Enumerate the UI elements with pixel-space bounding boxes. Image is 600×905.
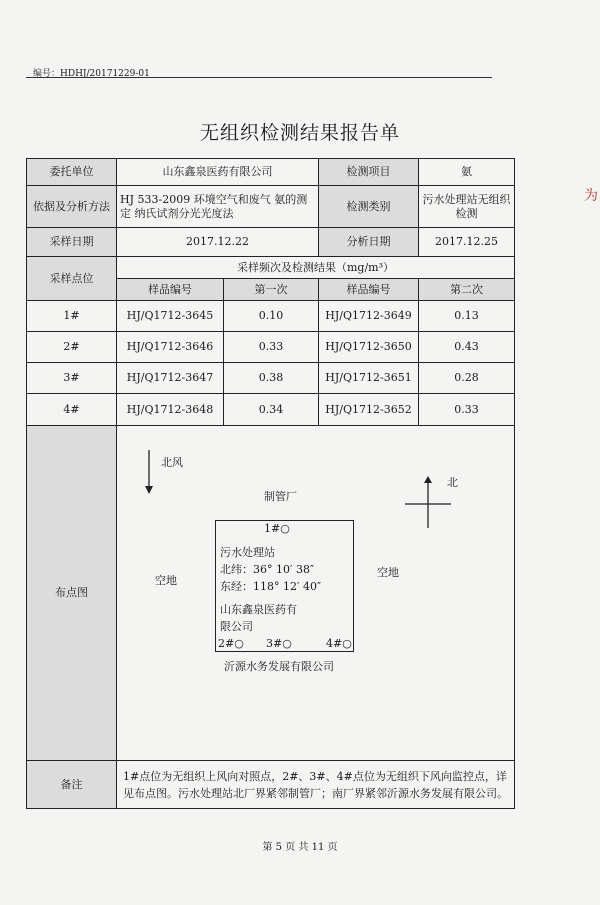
analysis-date-value: 2017.12.25 (419, 228, 515, 257)
item-value: 氨 (419, 159, 515, 186)
value-cell: 0.34 (224, 394, 319, 426)
north-label: 北 (447, 476, 458, 489)
date-row (27, 228, 515, 257)
table-row (27, 394, 515, 426)
remark-text: 1#点位为无组织上风向对照点，2#、3#、4#点位为无组织下风向监控点，详见布点图。污水处理站北厂界紧邻制管厂；南厂界紧邻沂源水务发展有限公司。 (117, 761, 515, 809)
bottom-neighbor: 沂源水务发展有限公司 (224, 660, 334, 673)
item-label: 检测项目 (319, 159, 419, 186)
sample-id-cell: HJ/Q1712-3649 (319, 301, 419, 332)
category-label: 检测类别 (319, 186, 419, 228)
point-2-marker: 2#○ (218, 637, 244, 650)
sample-id-cell: HJ/Q1712-3648 (117, 394, 224, 426)
value-cell: 0.10 (224, 301, 319, 332)
wind-label: 北风 (161, 456, 183, 469)
freq-label: 采样频次及检测结果（mg/m³） (117, 257, 515, 279)
point-4-marker: 4#○ (326, 637, 352, 650)
north-arrow-icon (403, 476, 453, 528)
sample-id-cell: HJ/Q1712-3645 (117, 301, 224, 332)
red-stamp-fragment: 为 (584, 188, 598, 204)
sample-id-cell: HJ/Q1712-3650 (319, 332, 419, 363)
sample-id-cell: HJ/Q1712-3646 (117, 332, 224, 363)
station-label: 污水处理站 (220, 546, 275, 559)
sampling-date-value: 2017.12.22 (117, 228, 319, 257)
client-row (27, 159, 515, 186)
point-1-marker: 1#○ (264, 522, 290, 535)
point-cell: 4# (27, 394, 117, 426)
point-cell: 2# (27, 332, 117, 363)
company-label-line2: 限公司 (220, 620, 253, 633)
results-header-row (27, 257, 515, 279)
remark-row (27, 761, 515, 809)
value-cell: 0.43 (419, 332, 515, 363)
remark-label: 备注 (27, 761, 117, 809)
layout-row (27, 426, 515, 761)
value-cell: 0.28 (419, 363, 515, 394)
left-neighbor: 空地 (155, 574, 177, 587)
analysis-date-label: 分析日期 (319, 228, 419, 257)
method-row (27, 186, 515, 228)
right-neighbor: 空地 (377, 566, 399, 579)
point-label: 采样点位 (27, 257, 117, 301)
sample-id-cell: HJ/Q1712-3647 (117, 363, 224, 394)
table-row (27, 301, 515, 332)
report-table (26, 158, 515, 809)
client-label: 委托单位 (27, 159, 117, 186)
sample-id-cell: HJ/Q1712-3652 (319, 394, 419, 426)
value-cell: 0.33 (419, 394, 515, 426)
page-number: 第 5 页 共 11 页 (262, 842, 338, 853)
wind-arrow-icon (144, 450, 154, 494)
col-sample-2: 样品编号 (319, 279, 419, 301)
table-row (27, 332, 515, 363)
col-sample-1: 样品编号 (117, 279, 224, 301)
document-number: 编号：HDHJ/20171229-01 (33, 69, 150, 79)
point-3-marker: 3#○ (266, 637, 292, 650)
header-rule (26, 77, 492, 78)
layout-label: 布点图 (27, 426, 117, 761)
longitude-label: 东经：118° 12′ 40″ (220, 580, 322, 593)
report-title: 无组织检测结果报告单 (199, 122, 400, 144)
col-first: 第一次 (224, 279, 319, 301)
method-label: 依据及分析方法 (27, 186, 117, 228)
value-cell: 0.13 (419, 301, 515, 332)
point-cell: 1# (27, 301, 117, 332)
point-cell: 3# (27, 363, 117, 394)
company-label-line1: 山东鑫泉医药有 (220, 603, 297, 616)
table-row (27, 363, 515, 394)
col-second: 第二次 (419, 279, 515, 301)
top-neighbor: 制管厂 (264, 490, 297, 503)
client-value: 山东鑫泉医药有限公司 (117, 159, 319, 186)
factory-boundary (215, 520, 354, 652)
sample-id-cell: HJ/Q1712-3651 (319, 363, 419, 394)
latitude-label: 北纬：36° 10′ 38″ (220, 563, 315, 576)
value-cell: 0.33 (224, 332, 319, 363)
sampling-date-label: 采样日期 (27, 228, 117, 257)
category-value: 污水处理站无组织检测 (419, 186, 515, 228)
value-cell: 0.38 (224, 363, 319, 394)
layout-diagram (117, 426, 515, 761)
method-value: HJ 533-2009 环境空气和废气 氨的测定 纳氏试剂分光光度法 (117, 186, 319, 228)
